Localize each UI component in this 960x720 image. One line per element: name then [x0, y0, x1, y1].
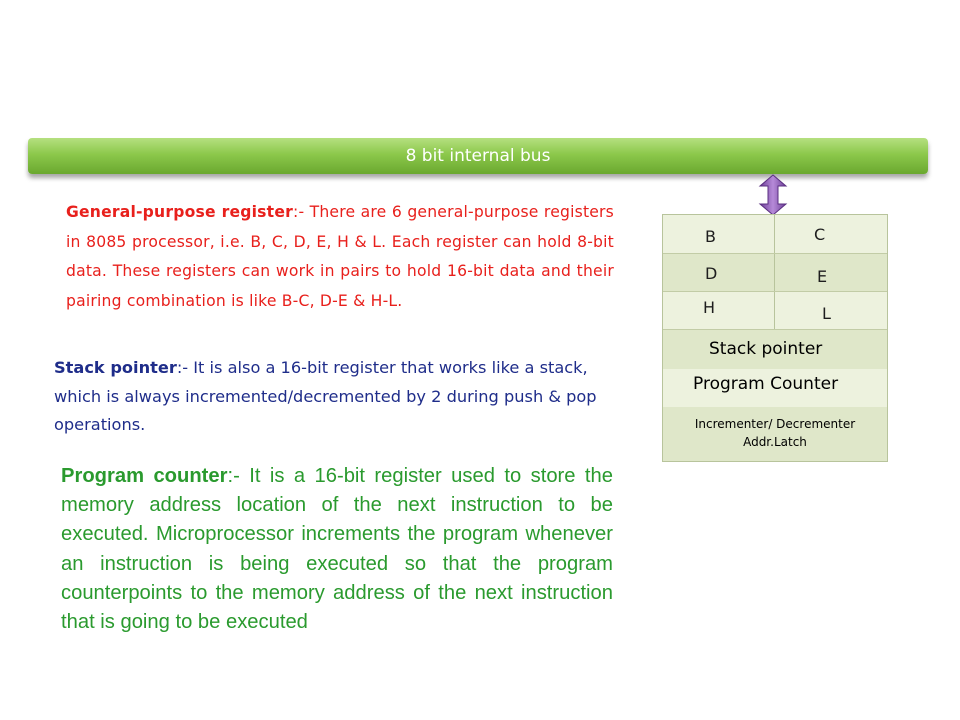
gpr-term: General-purpose register — [66, 203, 293, 221]
register-array — [662, 214, 888, 462]
incrementer-decrementer-block — [663, 407, 887, 461]
sp-term: Stack pointer — [54, 358, 177, 377]
register-cell-h — [663, 291, 775, 329]
register-d-label: D — [705, 264, 718, 283]
addr-latch-label: Addr.Latch — [743, 435, 807, 449]
register-cell-b — [663, 215, 775, 253]
register-cell-c — [775, 215, 887, 253]
register-cell-d — [663, 253, 775, 291]
bidirectional-arrow-icon — [758, 174, 788, 216]
general-purpose-register-paragraph — [66, 198, 614, 316]
register-b-label: B — [705, 227, 716, 246]
row-divider — [663, 253, 887, 254]
pc-term: Program counter — [61, 465, 228, 487]
register-h-label: H — [703, 298, 716, 317]
internal-bus-label: 8 bit internal bus — [405, 146, 551, 166]
pc-description: :- It is a 16-bit register used to store the memory address location of the next instruction to be executed. Microprocessor increments the program whenever an instruction is being executed so that the program counterpoints to the memory address of the next instruction that is going to be executed — [61, 465, 613, 634]
stack-pointer-register — [663, 330, 887, 369]
sp-description: :- It is also a 16-bit register that works like a stack, which is always incremented/decremented by 2 during push & pop operations. — [54, 358, 597, 434]
register-l-label: L — [822, 304, 831, 323]
program-counter-register — [663, 369, 887, 407]
stack-pointer-paragraph — [54, 354, 598, 440]
program-counter-label: Program Counter — [693, 374, 839, 394]
stack-pointer-label: Stack pointer — [709, 339, 823, 359]
register-c-label: C — [814, 225, 826, 244]
row-divider — [663, 291, 887, 292]
internal-bus-bar — [28, 138, 928, 174]
gpr-description: :- There are 6 general-purpose registers in 8085 processor, i.e. B, C, D, E, H & L. Each register can hold 8-bit data. These registers can work in pairs to hold 16-bit data and their pairing combination is like B-C, D-E & H-L. — [66, 203, 614, 310]
program-counter-paragraph — [61, 462, 613, 637]
incrementer-label: Incrementer/ Decrementer — [694, 417, 856, 431]
register-e-label: E — [817, 267, 828, 286]
register-cell-l — [775, 291, 887, 329]
register-cell-e — [775, 253, 887, 291]
